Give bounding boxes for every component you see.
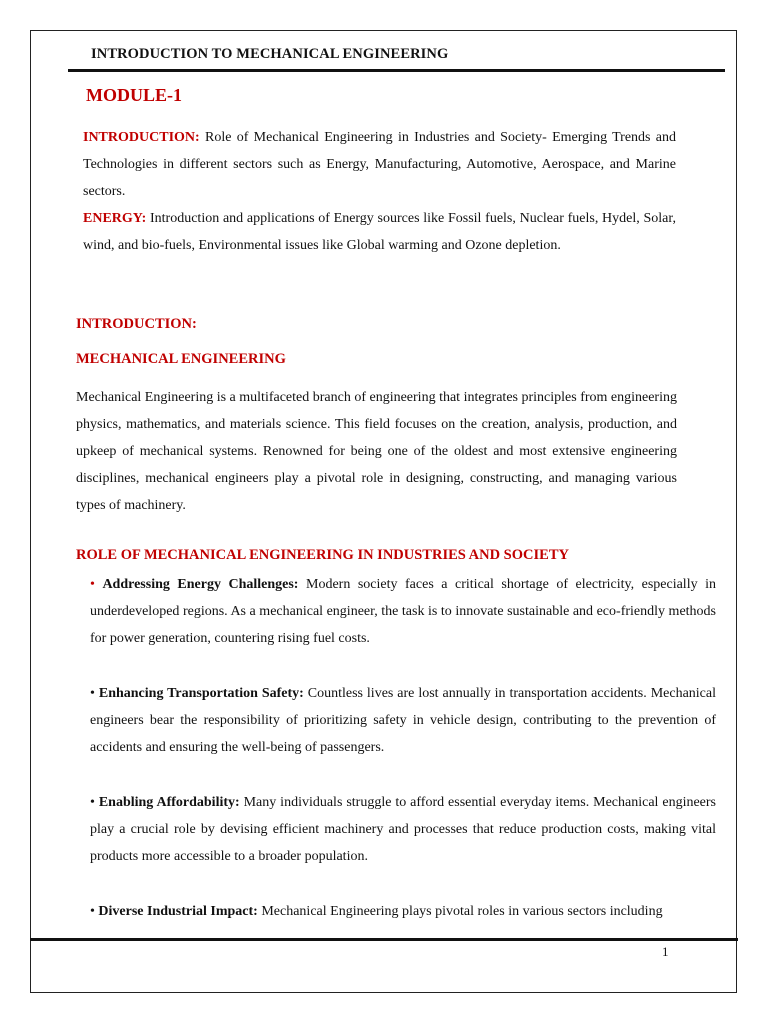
bullet-icon: •	[90, 686, 95, 701]
syllabus-label: ENERGY:	[83, 211, 147, 226]
bullet-text: Countless lives are lost annually in transportation accidents. Mechanical engineers bear the responsibility of prioritizing safety in vehicle design, contributing to the prevention of accidents and ensuring the well-being of passengers.	[90, 686, 716, 755]
module-title: MODULE-1	[86, 85, 182, 105]
bullet-title: Addressing Energy Challenges:	[102, 577, 299, 592]
list-item	[90, 898, 716, 925]
bullet-title: Enabling Affordability:	[98, 795, 240, 810]
syllabus-text: Introduction and applications of Energy sources like Fossil fuels, Nuclear fuels, Hydel, Solar, wind, and bio-fuels, Environmental issues like Global warming and Ozone depletion.	[83, 211, 676, 253]
syllabus-text: Role of Mechanical Engineering in Industries and Society- Emerging Trends and Technologies in different sectors such as Energy, Manufacturing, Automotive, Aerospace, and Marine sectors.	[83, 130, 676, 199]
bullet-title: Enhancing Transportation Safety:	[98, 686, 304, 701]
bullet-text: Mechanical Engineering plays pivotal roles in various sectors including	[257, 904, 663, 919]
page-number: 1	[662, 944, 669, 959]
syllabus-label: INTRODUCTION:	[83, 130, 200, 145]
bullet-icon: •	[90, 577, 95, 592]
mechanical-engineering-paragraph: Mechanical Engineering is a multifaceted branch of engineering that integrates principles from engineering physics, mathematics, and materials science. This field focuses on the creation, analysis, production, and upkeep of mechanical systems. Renowned for being one of the oldest and most extensive engineering disciplines, mechanical engineers play a pivotal role in designing, constructing, and managing various types of machinery.	[76, 390, 677, 513]
running-header-title: INTRODUCTION TO MECHANICAL ENGINEERING	[91, 46, 449, 62]
bullet-title: Diverse Industrial Impact:	[98, 904, 258, 919]
role-bullet-list	[90, 571, 716, 953]
header-rule	[68, 69, 725, 72]
bullet-text: Many individuals struggle to afford essential everyday items. Mechanical engineers play a crucial role by devising efficient machinery and processes that reduce production costs, making vital products more accessible to a broader population.	[90, 795, 716, 864]
bullet-icon: •	[90, 795, 95, 810]
syllabus-introduction	[83, 124, 676, 205]
introduction-heading: INTRODUCTION:	[76, 316, 197, 332]
list-item	[90, 571, 716, 652]
footer-rule	[30, 938, 738, 941]
list-item	[90, 680, 716, 761]
bullet-icon: •	[90, 904, 95, 919]
syllabus-block	[83, 124, 676, 259]
role-heading: ROLE OF MECHANICAL ENGINEERING IN INDUSTRIES AND SOCIETY	[76, 547, 569, 563]
list-item	[90, 789, 716, 870]
bullet-text: Modern society faces a critical shortage of electricity, especially in underdeveloped regions. As a mechanical engineer, the task is to innovate sustainable and eco-friendly methods for power generation, countering rising fuel costs.	[90, 577, 717, 646]
syllabus-energy	[83, 205, 676, 259]
mechanical-engineering-heading: MECHANICAL ENGINEERING	[76, 351, 286, 367]
